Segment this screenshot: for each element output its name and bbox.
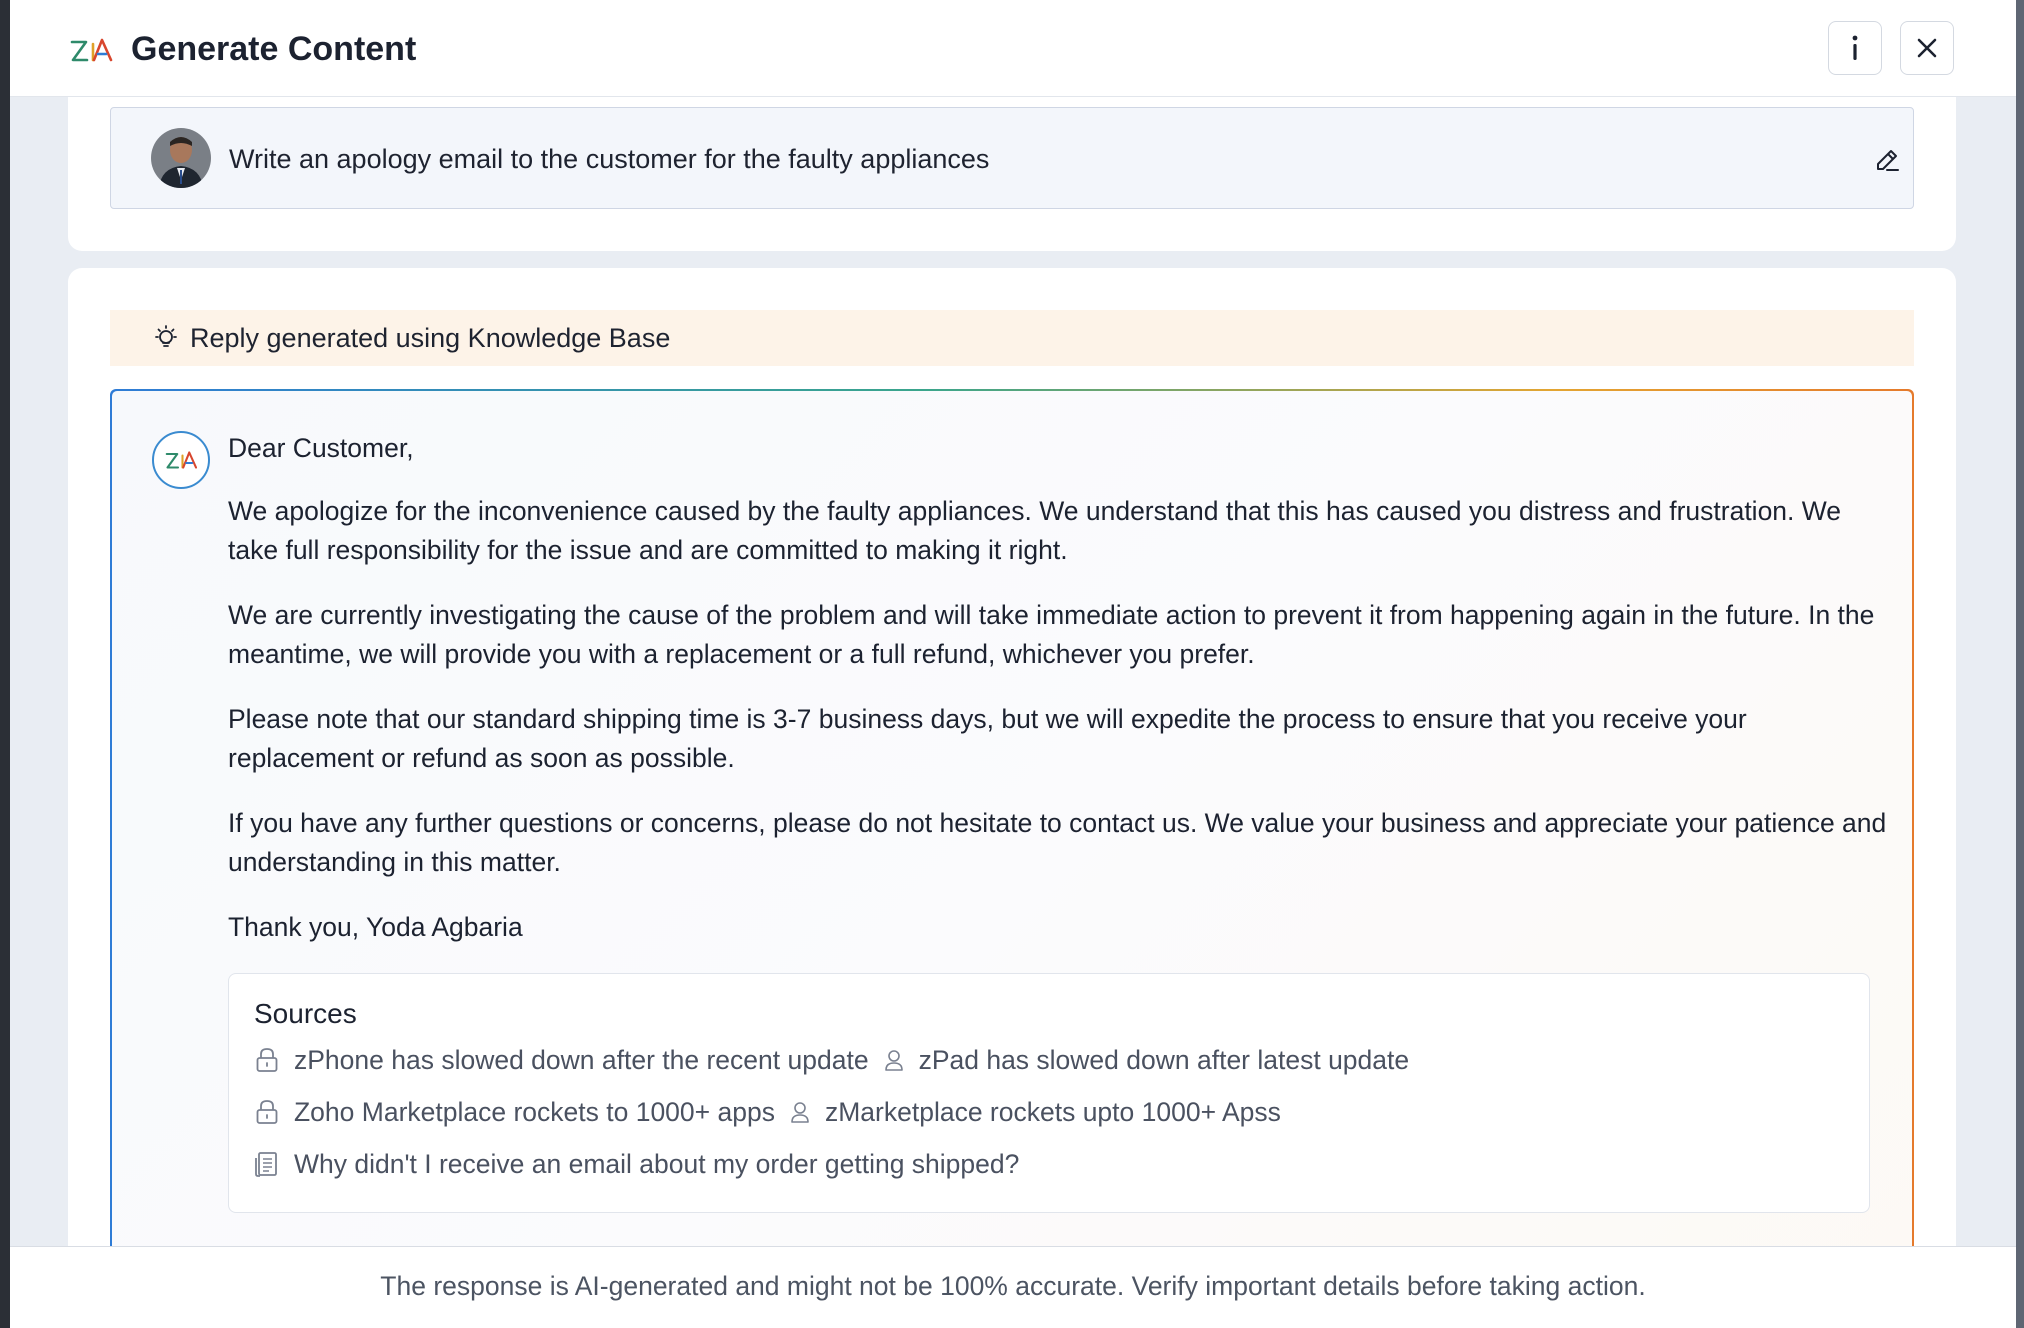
- source-row: [254, 1094, 1281, 1130]
- reply-signoff: Thank you, Yoda Agbaria: [228, 912, 523, 942]
- reply-paragraph: We are currently investigating the cause of the problem and will take immediate action to prevent it from happening again in the future. In the meantime, we will provide you with a replacement or a full refund, whichever you prefer.: [228, 600, 1875, 669]
- lightbulb-icon: [152, 324, 180, 352]
- prompt-card: [68, 97, 1956, 251]
- reply-body: [228, 429, 1888, 973]
- knowledge-base-banner: [110, 310, 1914, 366]
- sources-title: Sources: [254, 998, 357, 1029]
- user-icon: [789, 1100, 811, 1124]
- close-icon: [1917, 38, 1937, 58]
- prompt-box: [110, 107, 1914, 209]
- generate-content-dialog: [10, 0, 2016, 1328]
- source-link[interactable]: Zoho Marketplace rockets to 1000+ apps: [294, 1096, 775, 1127]
- reply-paragraph: If you have any further questions or concerns, please do not hesitate to contact us. We value your business and appreciate your patience and understanding in this matter.: [228, 808, 1887, 877]
- source-row: [254, 1146, 1019, 1182]
- prompt-text: Write an apology email to the customer for the faulty appliances: [229, 144, 990, 174]
- dialog-title: Generate Content: [131, 30, 417, 68]
- user-icon: [883, 1048, 905, 1072]
- reply-paragraph: We apologize for the inconvenience caused by the faulty appliances. We understand that this has caused you distress and frustration. We take full responsibility for the issue and are committed to making it right.: [228, 496, 1842, 565]
- reply-paragraph: Please note that our standard shipping time is 3-7 business days, but we will expedite the process to ensure that you receive your replacement or refund as soon as possible.: [228, 704, 1747, 773]
- backdrop: [0, 0, 10, 1328]
- close-button[interactable]: [1900, 21, 1954, 75]
- zia-logo-icon: [162, 445, 200, 475]
- reply-greeting: Dear Customer,: [228, 433, 414, 463]
- sources-panel: [228, 973, 1870, 1213]
- pencil-icon[interactable]: [1872, 145, 1902, 175]
- generated-reply: [110, 389, 1914, 1328]
- reply-card: [68, 268, 1956, 1328]
- info-button[interactable]: [1828, 21, 1882, 75]
- dialog-footer: [10, 1246, 2016, 1328]
- source-row: [254, 1042, 1409, 1078]
- source-link[interactable]: zMarketplace rockets upto 1000+ Apss: [824, 1096, 1281, 1127]
- lock-icon: [254, 1098, 280, 1126]
- dialog-header: [10, 0, 2016, 97]
- source-link[interactable]: zPad has slowed down after latest update: [918, 1044, 1410, 1075]
- article-icon: [254, 1150, 280, 1178]
- info-icon: [1850, 35, 1860, 61]
- user-avatar: [151, 128, 211, 188]
- ai-disclaimer: The response is AI-generated and might not be 100% accurate. Verify important details before taking action.: [380, 1271, 1646, 1301]
- lock-icon: [254, 1046, 280, 1074]
- source-link[interactable]: Why didn't I receive an email about my order getting shipped?: [294, 1148, 1020, 1179]
- zia-avatar: [152, 431, 210, 489]
- zia-logo-icon: [68, 30, 114, 70]
- source-link[interactable]: zPhone has slowed down after the recent update: [294, 1044, 869, 1075]
- banner-text: Reply generated using Knowledge Base: [190, 323, 671, 353]
